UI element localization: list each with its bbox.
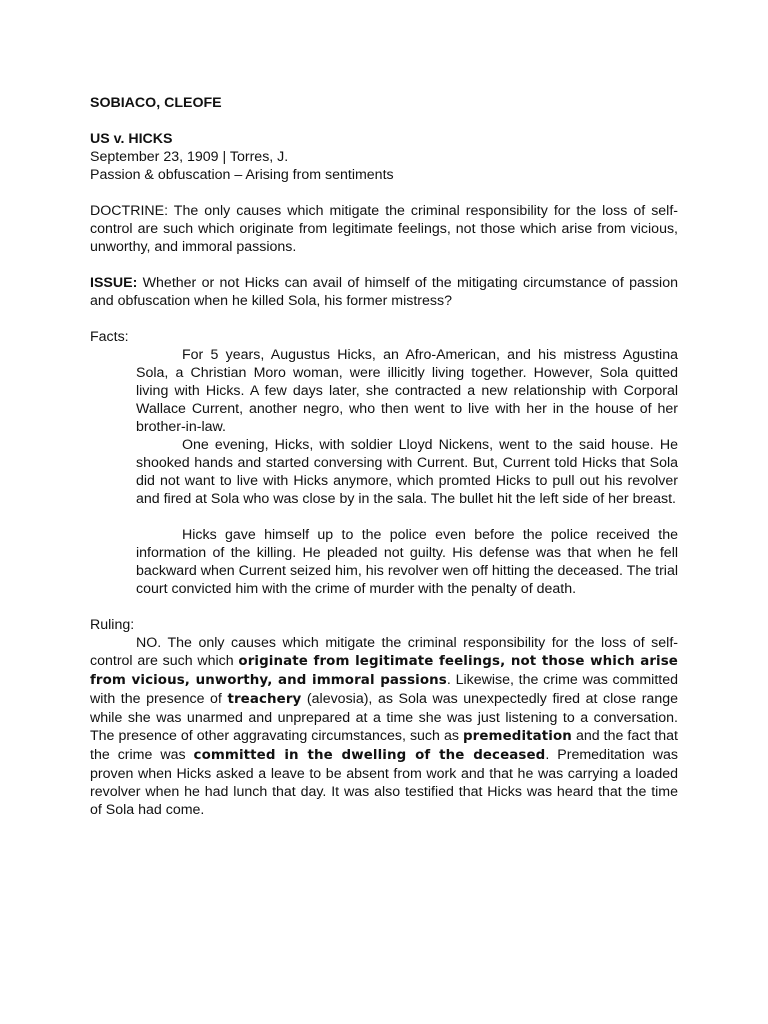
issue-text: Whether or not Hicks can avail of himself of the mitigating circumstance of passion and obfuscation when he killed Sola, his former mistress? — [90, 275, 678, 309]
author-name: SOBIACO, CLEOFE — [90, 95, 222, 111]
facts-paragraph-2: One evening, Hicks, with soldier Lloyd Nickens, went to the said house. He shooked hands and started conversing with Current. But, Current told Hicks that Sola did not want to live with Hicks anymore, which promted Hicks to pull out his revolver and fired at Sola who was close by in the sala. The bullet hit the left side of her breast. — [136, 437, 678, 507]
case-topic: Passion & obfuscation – Arising from sentiments — [90, 167, 394, 183]
document-page — [90, 94, 678, 819]
ruling-text-5: . Premeditation was proven when Hicks asked a leave to be absent from work and that he was carrying a loaded revolver when he had lunch that day. It was also testified that Hicks was heard that the time of Sola had come. — [90, 747, 679, 818]
ruling-text-2: . Likewise, the crime was committed with the presence of — [90, 672, 678, 707]
issue-label: ISSUE: — [90, 275, 138, 291]
ruling-bold-3: premeditation — [462, 729, 572, 744]
facts-paragraph-3: Hicks gave himself up to the police even before the police received the information of the killing. He pleaded not guilty. His defense was that when he fell backward when Current seized him, his revolver wen off hitting the deceased. The trial court convicted him with the crime of murder with the penalty of death. — [136, 527, 678, 597]
ruling-text-4: and the fact that the crime was — [90, 728, 678, 763]
facts-label: Facts: — [90, 329, 129, 345]
ruling-text-1: NO. The only causes which mitigate the criminal responsibility for the loss of self-control are such which — [90, 635, 678, 669]
ruling-bold-2: treachery — [227, 692, 302, 707]
facts-paragraph-1: For 5 years, Augustus Hicks, an Afro-American, and his mistress Agustina Sola, a Christian Moro woman, were illicitly living together. However, Sola quitted living with Hicks. A few days later, she contracted a new relationship with Corporal Wallace Current, another negro, who then went to live with her in the house of her brother-in-law. — [136, 347, 678, 435]
case-title: US v. HICKS — [90, 131, 173, 147]
ruling-bold-1: originate from legitimate feelings, not those which arise from vicious, unworthy, and immoral passions — [90, 654, 678, 688]
ruling-text-3: (alevosia), as Sola was unexpectedly fired at close range while she was unarmed and unprepared at a time she was just listening to a conversation. The presence of other aggravating circumstances, such as — [90, 691, 678, 744]
facts-section — [136, 346, 678, 598]
ruling-label: Ruling: — [90, 617, 135, 633]
issue-paragraph — [90, 274, 678, 310]
doctrine-paragraph: DOCTRINE: The only causes which mitigate the criminal responsibility for the loss of self-control are such which originate from legitimate feelings, not those which arise from vicious, unworthy, and immoral passions. — [90, 203, 678, 255]
ruling-paragraph — [90, 634, 678, 819]
case-date-line: September 23, 1909 | Torres, J. — [90, 149, 289, 165]
ruling-bold-4: committed in the dwelling of the deceased — [193, 748, 546, 763]
